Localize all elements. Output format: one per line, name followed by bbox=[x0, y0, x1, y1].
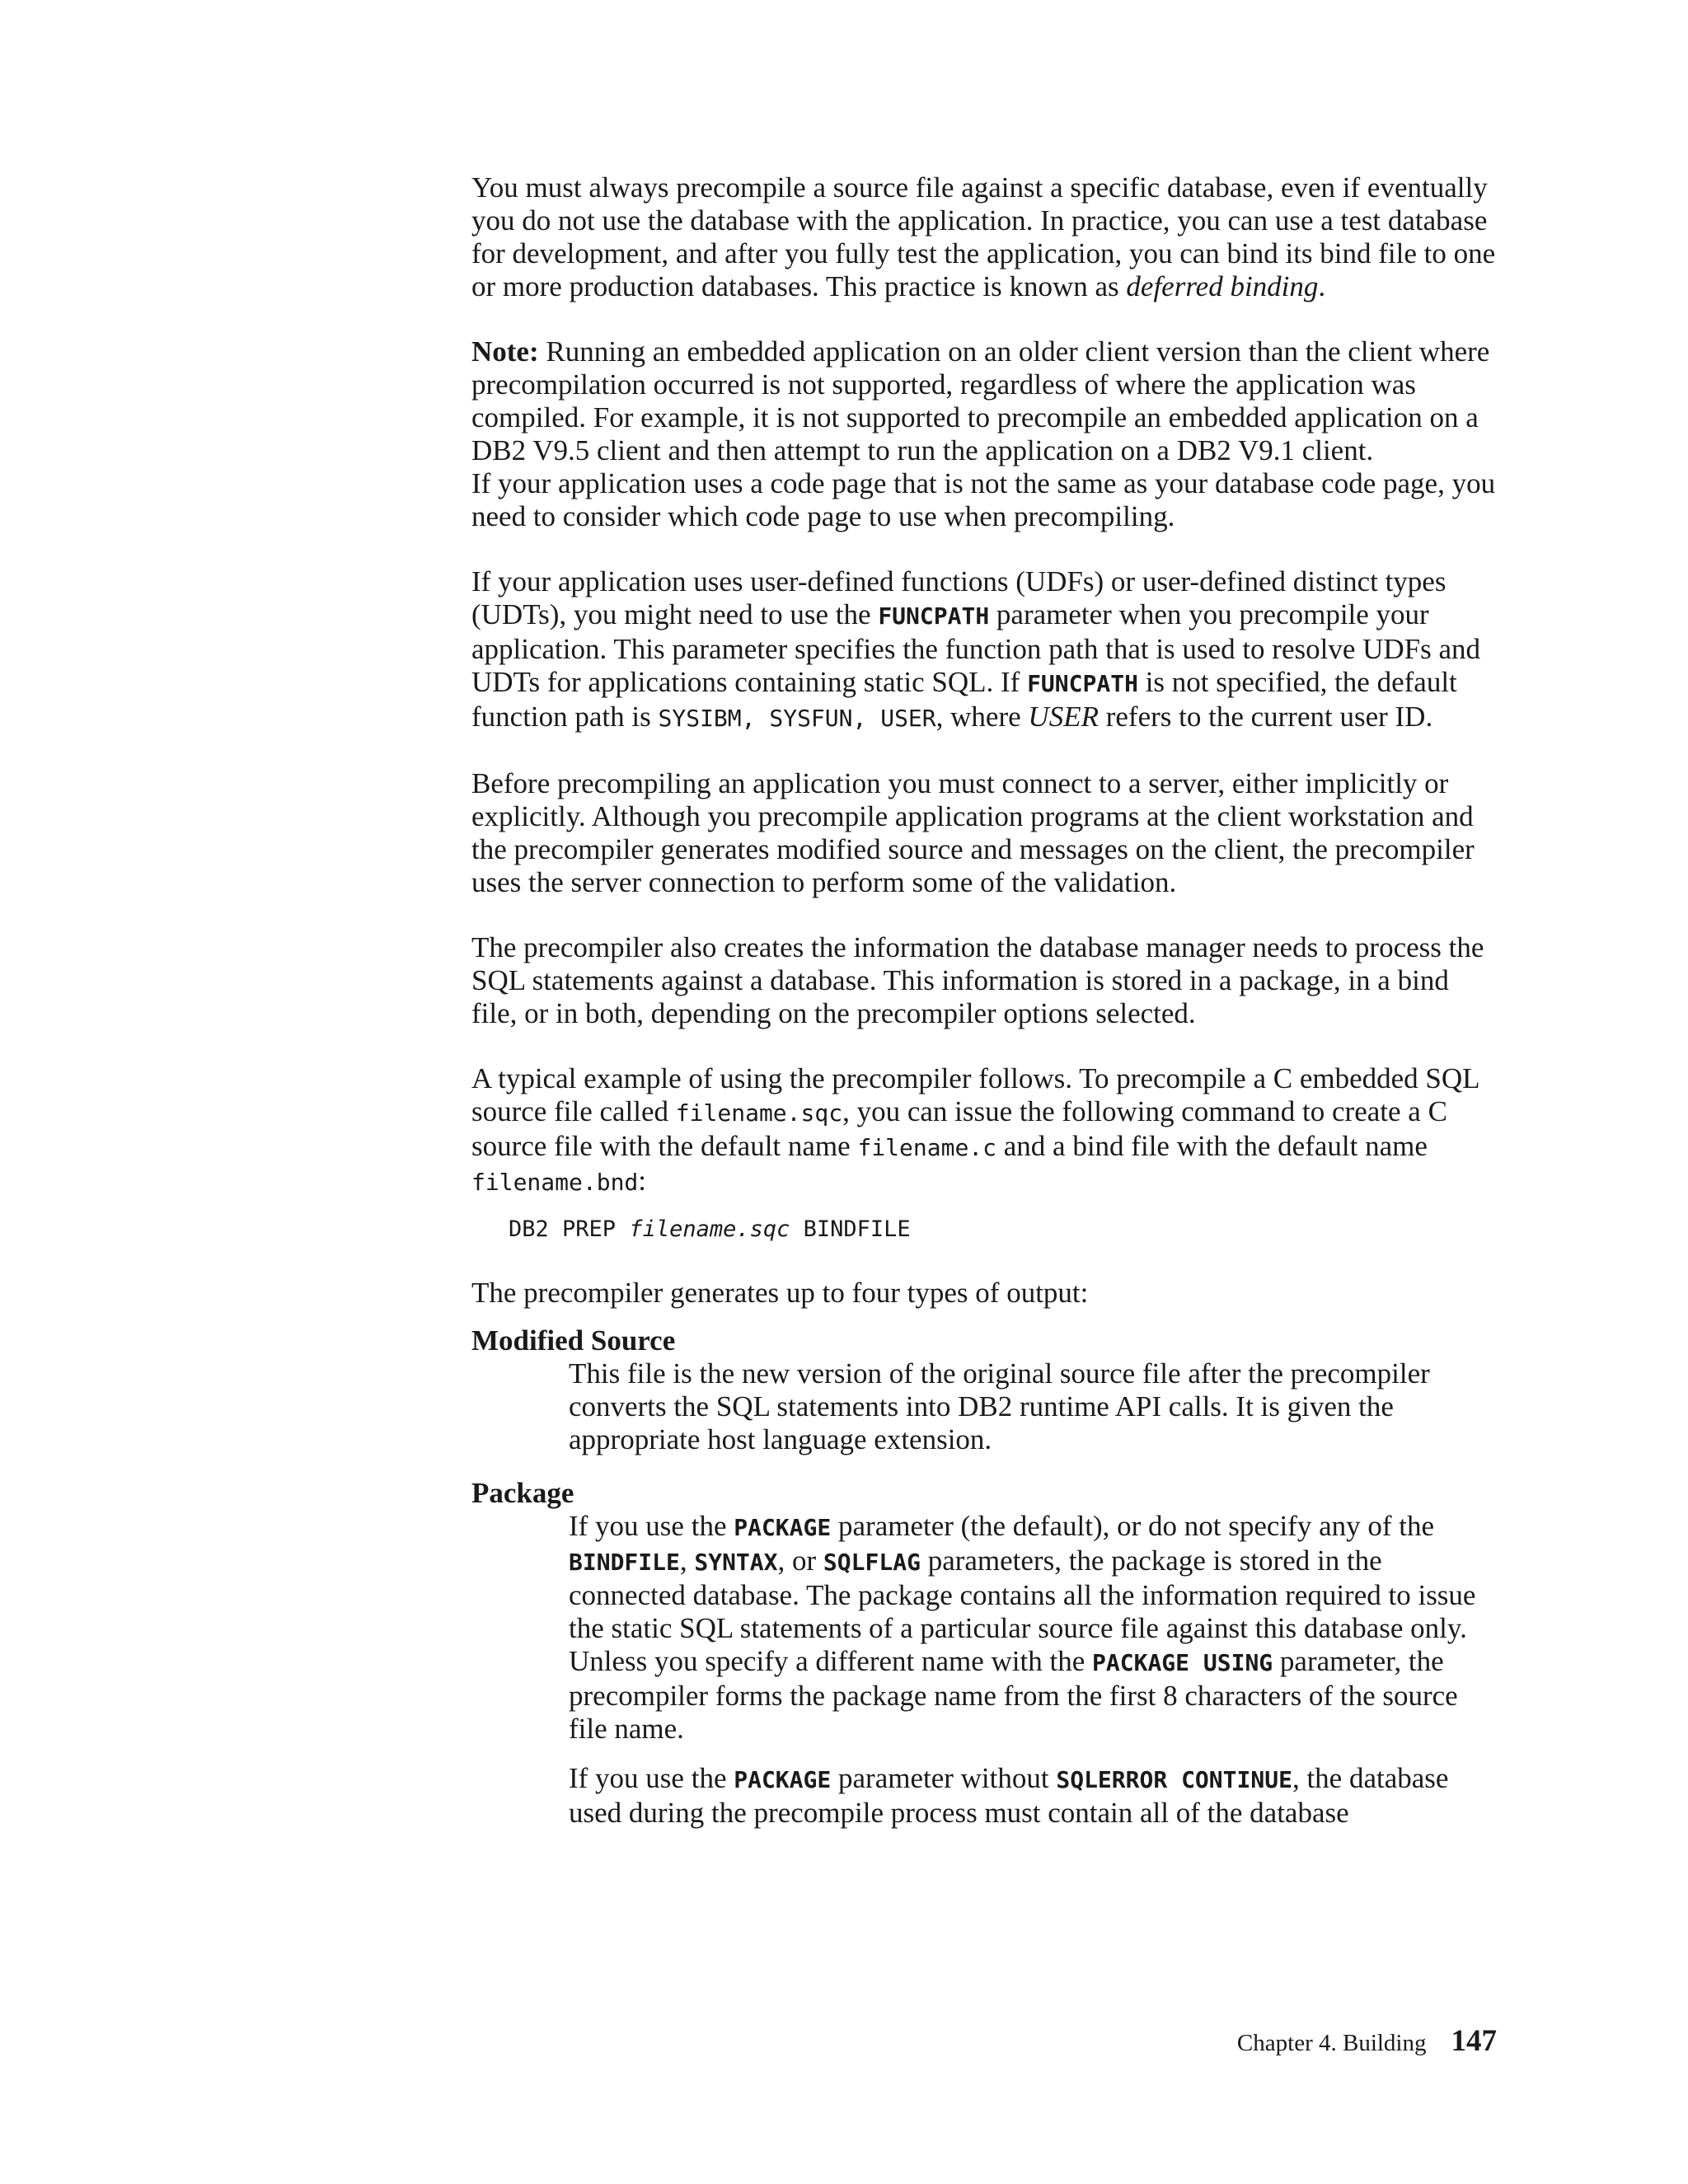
code-filename-bnd: filename.bnd bbox=[471, 1169, 639, 1196]
text: Running an embedded application on an older client version than the client where precompilation occurred is not supported, regardless of where the application was compiled. For example, it is not supported to precompile an embedded application on a DB2 V9.5 client and then attempt to run the application on a DB2 V9.1 client. bbox=[471, 335, 1490, 466]
term-package: Package bbox=[471, 1477, 574, 1509]
paragraph-precompile-intro bbox=[471, 171, 1500, 303]
paragraph-package-info: The precompiler also creates the information the database manager needs to process the SQL statements against a database. This information is stored in a package, in a bind file, or in both, depending on the precompiler options selected. bbox=[471, 931, 1484, 1029]
keyword-package: PACKAGE bbox=[734, 1514, 832, 1541]
note-label: Note: bbox=[471, 335, 539, 368]
note-code-page-text: If your application uses a code page that is not the same as your database code page, you need to consider which code page to use when precompiling. bbox=[471, 467, 1496, 532]
italic-user: USER bbox=[1028, 701, 1099, 733]
paragraph-connect: Before precompiling an application you must connect to a server, either implicitly or explicitly. Although you precompile application programs at the client workstation and the precompiler generates modified source and messages on the client, the precompiler uses the server connection to perform some of the validation. bbox=[471, 767, 1475, 898]
keyword-funcpath: FUNCPATH bbox=[1027, 670, 1138, 697]
text: refers to the current user ID. bbox=[1098, 701, 1433, 733]
command-suffix: BINDFILE bbox=[790, 1216, 911, 1242]
paragraph-example bbox=[471, 1062, 1500, 1199]
definition-package-continued bbox=[569, 1762, 1500, 1830]
term-deferred-binding: deferred binding bbox=[1126, 270, 1319, 302]
note bbox=[471, 335, 1500, 533]
paragraph-output-types: The precompiler generates up to four types of output: bbox=[471, 1277, 1089, 1309]
text: parameter without bbox=[831, 1762, 1057, 1794]
paragraph-funcpath bbox=[471, 565, 1500, 735]
command-example bbox=[509, 1216, 1500, 1244]
text: , bbox=[679, 1544, 695, 1577]
text: , the database used during the precompile process must contain all of the database bbox=[569, 1762, 1449, 1829]
text: parameters, the package is stored in the connected database. The package contains all the information required to issue the static SQL statements of a particular source file against this database only. Unless you specify a different name with the bbox=[569, 1544, 1476, 1677]
keyword-funcpath: FUNCPATH bbox=[878, 602, 990, 630]
text: You must always precompile a source file against a specific database, even if eventually you do not use the database with the application. In practice, you can use a test database for development, and after you fully test the application, you can bind its bind file to one or more production databases. This practice is known as bbox=[471, 171, 1496, 302]
keyword-bindfile: BINDFILE bbox=[569, 1549, 680, 1576]
text: A typical example of using the precompiler follows. To precompile a C embedded SQL source file called bbox=[471, 1062, 1479, 1127]
keyword-sqlerror-continue: SQLERROR CONTINUE bbox=[1056, 1766, 1292, 1793]
text: parameter, the precompiler forms the package name from the first 8 characters of the source file name. bbox=[569, 1645, 1458, 1745]
page-body bbox=[471, 171, 1500, 1846]
text: If you use the bbox=[569, 1510, 734, 1542]
text: If your application uses user-defined functions (UDFs) or user-defined distinct types (UDTs), you might need to use the bbox=[471, 565, 1447, 630]
keyword-package: PACKAGE bbox=[734, 1766, 832, 1793]
text: and a bind file with the default name bbox=[996, 1130, 1428, 1162]
code-function-path: SYSIBM, SYSFUN, USER bbox=[658, 705, 936, 732]
code-filename-c: filename.c bbox=[857, 1134, 997, 1161]
text: If you use the bbox=[569, 1762, 734, 1794]
text: , or bbox=[777, 1544, 823, 1577]
text: , where bbox=[935, 701, 1029, 733]
definition-package bbox=[569, 1510, 1500, 1746]
command-argument: filename.sqc bbox=[629, 1216, 790, 1242]
command-prefix: DB2 PREP bbox=[509, 1216, 630, 1242]
text: , you can issue the following command to create a C source file with the default name bbox=[471, 1095, 1447, 1162]
definition-modified-source: This file is the new version of the original source file after the precompiler converts the SQL statements into DB2 runtime API calls. It is given the appropriate host language extension. bbox=[569, 1357, 1430, 1455]
text: parameter when you precompile your application. This parameter specifies the function path that is used to resolve UDFs and UDTs for applications containing static SQL. If bbox=[471, 598, 1481, 698]
note-text bbox=[471, 335, 1500, 467]
text: parameter (the default), or do not specify any of the bbox=[831, 1510, 1435, 1542]
output-definition-list bbox=[471, 1324, 1500, 1830]
footer-chapter: Chapter 4. Building bbox=[1236, 2030, 1427, 2056]
keyword-syntax: SYNTAX bbox=[694, 1549, 778, 1576]
text: is not specified, the default function path is bbox=[471, 666, 1457, 733]
text: : bbox=[638, 1165, 647, 1197]
page-number: 147 bbox=[1451, 2024, 1497, 2058]
text: . bbox=[1318, 270, 1326, 302]
page-footer bbox=[1237, 2023, 1497, 2061]
keyword-package-using: PACKAGE USING bbox=[1092, 1649, 1273, 1676]
term-modified-source: Modified Source bbox=[471, 1324, 676, 1357]
code-filename-sqc: filename.sqc bbox=[675, 1099, 843, 1127]
keyword-sqlflag: SQLFLAG bbox=[823, 1549, 921, 1576]
